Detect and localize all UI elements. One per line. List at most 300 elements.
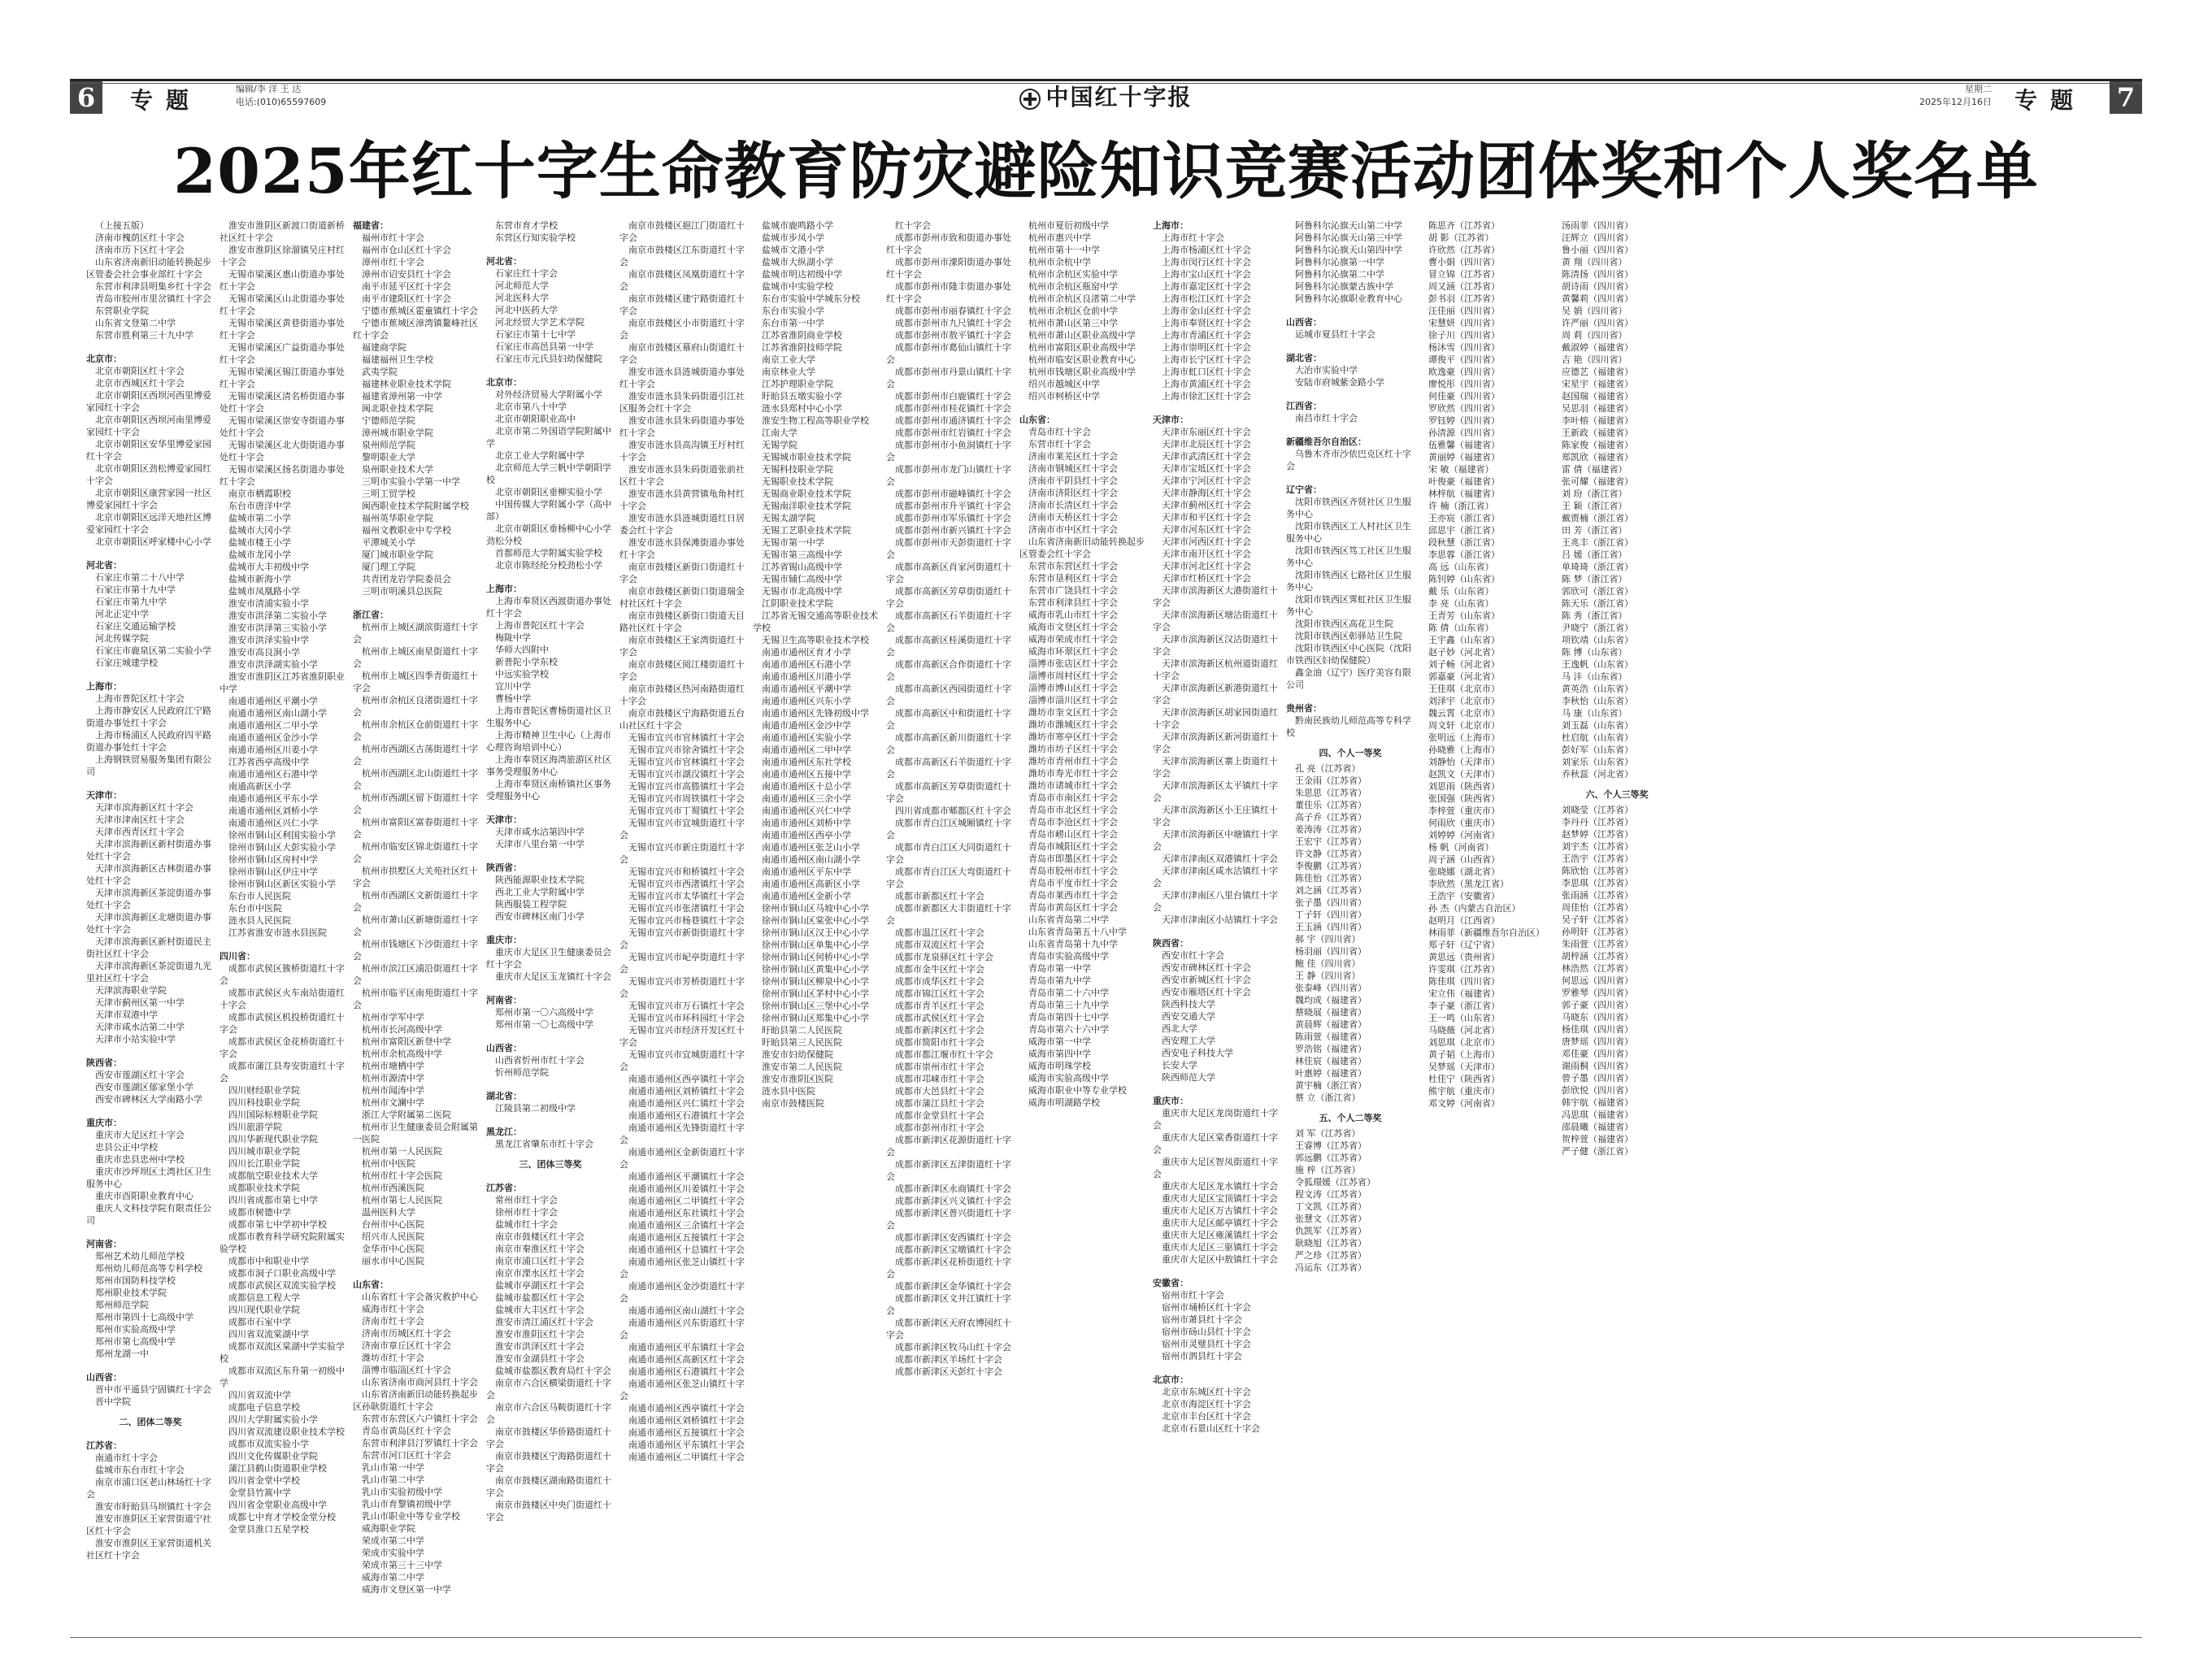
list-item: 中国传媒大学附属小学（高中部） [486, 499, 611, 522]
list-item: 盐城市东台市红十字会 [95, 1465, 185, 1475]
list-item: 石家庄城建学校 [95, 658, 158, 668]
list-item: 威海市第二中学 [362, 1572, 424, 1583]
list-item: 无锡市梁溪区惠山街道办事处红十字会 [219, 269, 345, 292]
list-item: 济南市章丘区红十字会 [362, 1340, 451, 1351]
list-item: 天津市津南区小站镇红十字会 [1162, 914, 1278, 925]
list-item: 宋 敏（福建省） [1428, 464, 1494, 475]
list-item: 徐州市铜山区新区实验小学 [228, 879, 336, 889]
province-heading: 山西省： [486, 1043, 522, 1053]
list-item: 徐州市铜山区三堡中心小学 [762, 1001, 869, 1011]
list-item: 上海市静安区人民政府江宁路街道办事处红十字会 [86, 706, 211, 728]
list-item: 四川现代职业学院 [228, 1305, 300, 1315]
list-item: 赵明月（江西省） [1428, 915, 1500, 926]
list-item: 赵梦婷（江苏省） [1562, 829, 1633, 840]
list-item: 华师大四附中 [495, 645, 549, 655]
list-item: 黄 翔（四川省） [1562, 257, 1627, 267]
list-item: 汤雨菲（四川省） [1562, 220, 1633, 231]
list-item: 刘玉磊（山东省） [1562, 720, 1633, 731]
list-item: 石家庄市第二十八中学 [95, 572, 185, 583]
list-item: 无锡市宜兴市张渚镇红十字会 [628, 903, 745, 914]
list-item: 潍坊市诸城市红十字会 [1028, 780, 1118, 791]
list-item: 沈阳市铁西区七路社区卫生服务中心 [1286, 570, 1411, 593]
list-item: 南京市浦口区红十字会 [495, 1256, 585, 1266]
list-item: 盐城市亭湖区红十字会 [495, 1280, 585, 1291]
list-item: 成都市双流区棠湖中学实验学校 [219, 1341, 345, 1364]
list-item: 成都市新津区天府农博园红十字会 [886, 1318, 1011, 1340]
list-item: 上海市奉贤区海湾旅游区社区事务受理服务中心 [486, 754, 611, 777]
list-item: 石家庄红十字会 [495, 268, 558, 279]
list-item: 金堂县竹篙中学 [228, 1487, 291, 1498]
list-item: 无锡市宜兴市官林镇红十字会 [628, 732, 745, 743]
list-item: 成都市彭州市九尺镇红十字会 [895, 318, 1011, 328]
list-item: 无锡市梁溪区扬名街道办事处红十字会 [219, 464, 345, 487]
list-item: 无锡城市职业技术学院 [762, 452, 851, 463]
list-item: 张子墨（四川省） [1295, 897, 1367, 908]
list-item: 成都七中育才学校金堂分校 [228, 1512, 336, 1522]
list-item: 武夷学院 [362, 367, 398, 377]
list-item: 成都市高新区石羊街道红十字会 [886, 610, 1011, 633]
list-item: 杭州市西湖区北山街道红十字会 [353, 768, 478, 791]
list-item: 杭州市上城区湖滨街道红十字会 [353, 622, 478, 645]
list-item: 金华市中心医院 [362, 1244, 424, 1254]
list-item: 成都市彭州市濛阳街道办事处红十字会 [886, 257, 1011, 280]
list-item: 成都市新津区安西镇红十字会 [895, 1232, 1011, 1243]
list-item: 成都市高新区芳草街街道红十字会 [886, 586, 1011, 609]
list-item: 潍坊市坊子区红十字会 [1028, 744, 1118, 754]
list-item: 南通市通州区金新街道红十字会 [619, 1147, 745, 1170]
list-item: 威海职业学院 [362, 1523, 415, 1534]
list-item: 杭州市萧山区职业高级中学 [1028, 330, 1136, 341]
list-item: 北京市丰台区红十字会 [1162, 1411, 1251, 1422]
list-item: 上海市虹口区红十字会 [1162, 367, 1251, 377]
list-item: 上海市奉贤区红十字会 [1162, 318, 1251, 328]
list-item: 成都市石室中学 [228, 1317, 291, 1327]
list-item: 天津市滨海新区寨上街道红十字会 [1153, 756, 1278, 779]
list-item: 东营市利津县汀罗镇红十字会 [362, 1438, 478, 1448]
list-item: 陈 秀（浙江省） [1562, 610, 1627, 621]
list-item: 吴梦瑶（天津市） [1428, 1062, 1500, 1072]
list-item: 南通市通州区刘桥小学 [228, 806, 318, 816]
list-item: 鲍 佳（四川省） [1295, 958, 1361, 969]
list-item: 南京市秦淮区红十字会 [495, 1244, 585, 1254]
province-heading: 上海市： [1153, 220, 1189, 231]
list-item: 天津市津南区红十字会 [95, 814, 185, 825]
list-item: 杭州市学军中学 [362, 1012, 424, 1023]
list-item: 宋慧妍（四川省） [1428, 318, 1500, 328]
list-item: 天津市滨海新区红十字会 [95, 802, 193, 813]
list-item: 南京市鼓楼区新街口街道红十字会 [619, 562, 745, 584]
list-item: 谢雨桐（四川省） [1562, 1061, 1633, 1071]
province-heading: 贵州省： [1286, 703, 1322, 714]
list-item: 成都市金牛区红十字会 [895, 964, 984, 975]
list-item: 青岛市市北区红十字会 [1028, 805, 1118, 815]
list-item: 东营市垦利区红十字会 [1028, 573, 1118, 584]
list-item: 淮安市淮阴区新渡口街道新桥社区红十字会 [219, 220, 345, 243]
list-item: 蒲江县鹤山街道职业学校 [228, 1463, 327, 1474]
list-item: 潍坊市寿光市红十字会 [1028, 768, 1118, 779]
list-item: 潍坊市奎文区红十字会 [1028, 707, 1118, 718]
list-item: 淮安市涟水县朱码街道办事处红十字会 [619, 415, 745, 438]
list-item: 吴子轩（江苏省） [1562, 914, 1633, 925]
list-item: 无锡市宜兴市杨巷镇红十字会 [628, 915, 745, 926]
list-item: 山东省青岛第二中学 [1028, 914, 1109, 925]
list-item: 淮安市洪泽区红十字会 [495, 1341, 585, 1352]
list-item: 天津市宁河区红十字会 [1162, 476, 1251, 486]
list-item: 济南市槐荫区红十字会 [95, 232, 185, 243]
list-item: 徐州市铜山区茅村中心小学 [762, 988, 869, 999]
list-item: 赵子妙（河北省） [1428, 647, 1500, 658]
list-item: 无锡南洋职业技术学院 [762, 501, 851, 511]
list-item: 天津市滨海新区新港街道红十字会 [1153, 683, 1278, 706]
list-item: 南通市通州区张芝山镇红十字会 [619, 1257, 745, 1279]
list-item: 淄博市周村区红十字会 [1028, 671, 1118, 681]
list-item: 王新政（福建省） [1562, 428, 1633, 438]
list-item: 青岛市第三十九中学 [1028, 1000, 1109, 1010]
list-item: 东台市唐洋中学 [228, 501, 291, 511]
list-item: 南京市鼓楼区阅江楼街道红十字会 [619, 659, 745, 682]
list-item: 陈欣怡（江苏省） [1562, 866, 1633, 876]
list-item: 南通市通州区兴仁镇红十字会 [628, 1098, 745, 1109]
list-item: 淮安市妇幼保健院 [762, 1049, 833, 1060]
list-item: 淄博市临淄区红十字会 [362, 1365, 451, 1375]
list-item: 刘晓莹（江苏省） [1562, 805, 1633, 815]
list-item: 四川旅游学院 [228, 1122, 282, 1132]
list-item: 成都市彭州市天彭街道红十字会 [886, 537, 1011, 560]
list-item: 天津市河北区红十字会 [1162, 561, 1251, 571]
list-item: 大冶市实验中学 [1295, 365, 1358, 376]
list-item: 南通市通州区川姜镇红十字会 [628, 1183, 745, 1194]
list-item: 天津市滨海新区太平镇红十字会 [1153, 780, 1278, 803]
list-item: 南京市鼓楼区幕府山街道红十字会 [619, 342, 745, 365]
list-item: 南通市通州区平东镇红十字会 [628, 1440, 745, 1450]
province-heading: 北京市： [1153, 1375, 1189, 1385]
list-item: 杨佳琪（四川省） [1562, 1024, 1633, 1035]
list-item: 成都市彭州市龙门山镇红十字会 [886, 464, 1011, 487]
list-item: 荣成市实验中学 [362, 1548, 424, 1558]
list-item: 北京市朝阳区呼家楼中心小学 [95, 536, 211, 547]
list-item: 王浩宇（江苏省） [1562, 853, 1633, 864]
list-item: 福建林业职业技术学院 [362, 379, 451, 389]
list-item: 马 康（山东省） [1562, 708, 1627, 719]
province-heading: 山西省： [86, 1372, 122, 1383]
list-item: 成都市彭州市军乐镇红十字会 [895, 513, 1011, 523]
list-item: 黄馨莉（四川省） [1562, 293, 1633, 304]
list-item: 盐城市文港小学 [762, 245, 824, 255]
list-item: 南平市延平区红十字会 [362, 281, 451, 292]
list-item: 东营市东营区六户镇红十字会 [362, 1414, 478, 1424]
list-item: 江南大学 [762, 428, 797, 438]
list-item: 王玉涵（四川省） [1295, 922, 1367, 932]
list-item: 王睿博（江苏省） [1295, 1140, 1367, 1151]
list-item: 徐州市铜山区郑集中心小学 [762, 1013, 869, 1023]
list-item: 张慧文（江苏省） [1295, 1214, 1367, 1224]
list-item: 张国强（陕西省） [1428, 793, 1500, 804]
list-item: 南京市鼓楼区江东街道红十字会 [619, 245, 745, 267]
list-item: 山东省济南新旧动能转换起步区管委会社会事业部红十字会 [86, 257, 211, 280]
list-item: 淮安市洪泽湖实验小学 [228, 659, 318, 670]
list-item: 杭州市第十一中学 [1028, 245, 1100, 255]
list-item: 绍兴市越城区中学 [1028, 379, 1100, 389]
list-item: 四川省双流建设职业技术学校 [228, 1427, 345, 1437]
list-item: 杭州市西溪医院 [362, 1183, 424, 1193]
list-item: 徐州市铜山区柳泉中心小学 [762, 976, 869, 987]
list-item: 青岛市胶州市红十字会 [1028, 866, 1118, 876]
list-item: 徐州市铜山区房村中学 [228, 854, 318, 865]
province-heading: 四川省： [219, 951, 255, 962]
list-item: 杭州市西湖区文新街道红十字会 [353, 890, 478, 913]
list-item: 河北传媒学院 [95, 633, 149, 644]
list-item: 上海市宝山区红十字会 [1162, 269, 1251, 280]
list-item: 北京市朝阳区西坝河西里博爱家园红十字会 [86, 390, 211, 413]
province-heading: 山西省： [1286, 317, 1322, 328]
list-item: 杭州市拱墅区大关苑社区红十字会 [353, 866, 478, 888]
list-item: 杭州市第一人民医院 [362, 1146, 442, 1157]
province-heading: 陕西省： [86, 1058, 122, 1068]
list-item: 淮安市涟水县朱码街道张前社区红十字会 [619, 464, 745, 487]
list-item: 罗钰婷（四川省） [1428, 415, 1500, 426]
list-item: 陈佳怡（江苏省） [1295, 873, 1367, 884]
list-item: 盐城市大冈小学 [228, 525, 291, 536]
list-item: 胡梓涵（江苏省） [1562, 951, 1633, 962]
province-heading: 辽宁省： [1286, 484, 1322, 495]
list-item: 徐州市铜山区棠张中心小学 [762, 915, 869, 926]
list-item: 山东省济南新旧动能转换起步区管委会红十字会 [1019, 536, 1145, 559]
list-item: 施 梓（江苏省） [1295, 1165, 1361, 1175]
list-item: 成都市新津区红十字会 [895, 1025, 984, 1036]
province-heading: 山东省： [353, 1279, 389, 1290]
list-item: 乳山市职业中等专业学校 [362, 1511, 460, 1522]
province-heading: 重庆市： [486, 935, 522, 945]
list-item: 南通市通州区二甲中学 [762, 745, 851, 755]
list-item: 南通市通州区五接中学 [762, 769, 851, 780]
list-item: 厦门城市职业学院 [362, 549, 433, 560]
province-heading: 天津市： [1153, 415, 1189, 425]
list-item: 天津市滨海新区胡家园街道红十字会 [1153, 707, 1278, 730]
list-item: 青岛市市南区红十字会 [1028, 793, 1118, 803]
text-column [1019, 219, 1148, 1642]
list-item: 邓文婷（河南省） [1428, 1098, 1500, 1109]
list-item: 济南市历下区红十字会 [95, 245, 185, 255]
list-item: 徐州市铜山区何桥中心小学 [762, 952, 869, 962]
list-item: 郑州龙湖一中 [95, 1348, 149, 1359]
list-item: 漳州市诏安县红十字会 [362, 269, 451, 280]
list-item: 成都市高新区肖家河街道红十字会 [886, 562, 1011, 584]
list-item: 冯思琪（福建省） [1562, 1110, 1633, 1120]
list-item: 成都市彭州市桂花镇红十字会 [895, 403, 1011, 414]
list-item: 王佳琪（北京市） [1428, 684, 1500, 694]
list-item: 宿州市萧县红十字会 [1162, 1314, 1242, 1325]
list-item: 南通市通州区石港镇红十字会 [628, 1366, 745, 1377]
list-item: 威海市乳山市红十字会 [1028, 610, 1118, 620]
list-item: 淮安市涟水县涟城街道红日居委会红十字会 [619, 513, 745, 536]
list-item: 南通市通州区石港小学 [762, 659, 851, 670]
list-item: 北京工业大学附属中学 [495, 450, 585, 461]
list-item: 欧逸豪（四川省） [1428, 367, 1500, 377]
list-item: 刘之涵（江苏省） [1295, 885, 1367, 896]
list-item: 南通市通州区西亭镇红十字会 [628, 1403, 745, 1414]
list-item: 唐梦瑶（四川省） [1562, 1036, 1633, 1047]
list-item: 陈 博（山东省） [1562, 647, 1627, 658]
list-item: 罗雅琴（四川省） [1562, 988, 1633, 998]
list-item: 成都市新津区花桥街道红十字会 [886, 1257, 1011, 1279]
list-item: 南京市鼓楼区新街口街道瑞金村社区红十字会 [619, 586, 745, 609]
list-item: 威海市明湖路学校 [1028, 1097, 1100, 1108]
list-item: 郑子轩（辽宁省） [1428, 940, 1500, 950]
list-item: 杭州市临安区锦北街道红十字会 [353, 841, 478, 864]
list-item: 威海市第一中学 [1028, 1036, 1091, 1047]
list-item: 天津市河西区红十字会 [1162, 536, 1251, 547]
list-item: 杭州市夏衍初级中学 [1028, 220, 1109, 231]
list-item: 杭州市西湖区古荡街道红十字会 [353, 744, 478, 767]
list-item: 北京市石景山区红十字会 [1162, 1423, 1260, 1434]
list-item: 淮安市涟水县朱码街道引江社区服务会红十字会 [619, 391, 745, 414]
list-item: 重庆市大足区龙水镇红十字会 [1162, 1181, 1278, 1192]
list-item: 天津市南开区红十字会 [1162, 549, 1251, 559]
province-heading: 浙江省： [353, 610, 389, 620]
list-item: 陕西服装工程学院 [495, 899, 567, 910]
list-item: 无锡科技职业学院 [762, 464, 833, 475]
list-item: 淮安市涟水县保滩街道办事处红十字会 [619, 537, 745, 560]
list-item: 盐城市盐都区红十字会 [495, 1292, 585, 1303]
list-item: 淮安市洪泽第二实验小学 [228, 610, 327, 621]
list-item: 上海市金山区红十字会 [1162, 306, 1251, 316]
list-item: 杭州市上城区四季青街道红十字会 [353, 671, 478, 693]
list-item: 成都市新津区普兴街道红十字会 [886, 1208, 1011, 1231]
list-item: 南通市通州区兴仁小学 [228, 818, 318, 828]
list-item: 四川国际标榜职业学院 [228, 1110, 318, 1120]
list-item: 成都市新津区宝墩镇红十字会 [895, 1244, 1011, 1255]
list-item: 杭州市惠兴中学 [1028, 232, 1091, 243]
list-item: 南京市鼓楼区中央门街道红十字会 [486, 1500, 611, 1522]
list-item: 杭州市中医院 [362, 1158, 415, 1169]
list-item: 淮安市清浦实验小学 [228, 598, 309, 609]
list-item: 刘思雨（陕西省） [1428, 781, 1500, 792]
list-item: 淮安生物工程高等职业学校 [762, 415, 869, 426]
list-item: 上海市崇明区红十字会 [1162, 342, 1251, 353]
list-item: 郑州艺术幼儿师范学校 [95, 1251, 185, 1262]
list-item: 阿鲁科尔沁旗天山第四中学 [1295, 245, 1402, 255]
list-item: 天津市河东区红十字会 [1162, 524, 1251, 535]
list-item: 姜涛涛（江苏省） [1295, 824, 1367, 835]
list-item: 成都市双流实验小学 [228, 1439, 309, 1449]
list-item: 冒立锦（江苏省） [1428, 269, 1500, 280]
list-item: 王逸帆（山东省） [1562, 659, 1633, 670]
list-item: 刘思琪（北京市） [1428, 1037, 1500, 1048]
list-item: 北京市朝阳区红十字会 [95, 366, 185, 376]
list-item: 北京市西城区红十字会 [95, 378, 185, 389]
list-item: 陈家俊（福建省） [1562, 440, 1633, 450]
list-item: 南昌市红十字会 [1295, 413, 1358, 423]
list-item: 四川大学附属实验小学 [228, 1414, 318, 1425]
list-item: 罗浩铭（福建省） [1295, 1044, 1367, 1054]
list-item: 林佳宸（福建省） [1295, 1056, 1367, 1066]
list-item: 梅陇中学 [495, 632, 531, 643]
list-item: 王 颖（浙江省） [1562, 501, 1627, 511]
text-column [486, 219, 615, 1642]
list-item: 青岛市莱西市红十字会 [1028, 890, 1118, 901]
list-item: 丽水市中心医院 [362, 1256, 424, 1266]
list-item: 陈清扬（四川省） [1562, 269, 1633, 280]
list-item: 郑州市第一〇七高级中学 [495, 1019, 593, 1030]
list-item: 宿州市泗县红十字会 [1162, 1351, 1242, 1362]
province-heading: 天津市： [486, 814, 522, 825]
list-item: 南通市通州区先锋初级中学 [762, 708, 869, 719]
list-item: 何佳豪（四川省） [1428, 391, 1500, 402]
list-item: 淮安市第二人民医院 [762, 1062, 842, 1072]
list-item: 王宇鑫（山东省） [1428, 635, 1500, 645]
list-item: 重庆市大足区邮亭镇红十字会 [1162, 1218, 1278, 1228]
list-item: 成都市彭州市致和街道办事处红十字会 [886, 232, 1011, 255]
list-item: 黄思远（贵州省） [1428, 952, 1500, 962]
list-item: 王金雨（江苏省） [1295, 775, 1367, 786]
list-item: 北京市朝阳区远洋天地社区博爱家园红十字会 [86, 512, 211, 535]
province-heading: 上海市： [86, 681, 122, 692]
list-item: 马晓东（四川省） [1562, 1012, 1633, 1023]
list-item: 济南市历城区红十字会 [362, 1328, 451, 1339]
list-item: 黄宇楠（浙江省） [1295, 1080, 1367, 1091]
list-item: 无锡市梁溪区北大街街道办事处红十字会 [219, 440, 345, 463]
list-item: 杭州市余杭区仓前街道红十字会 [353, 719, 478, 742]
list-item: 上海市红十字会 [1162, 232, 1224, 243]
list-item: 西安市碑林区大学南路小学 [95, 1094, 202, 1105]
list-item: 徐州市铜山区利国实验小学 [228, 830, 336, 840]
list-item: 成都市锦江区红十字会 [895, 988, 984, 999]
list-item: 杭州市塘栖中学 [362, 1061, 424, 1071]
list-item: 安陆市府城紫金路小学 [1295, 377, 1384, 388]
header-rule-thin [70, 83, 2142, 84]
list-item: 天津市滨海新区北塘街道办事处红十字会 [86, 912, 211, 935]
masthead-title: 中国红十字报 [1045, 84, 1193, 111]
list-item: 南通市通州区先锋街道红十字会 [619, 1123, 745, 1145]
list-item: 绍兴市柯桥区中学 [1028, 391, 1100, 402]
list-item: 成都市新津区兴义镇红十字会 [895, 1196, 1011, 1206]
list-item: 南通市通州区张芝山小学 [762, 842, 860, 853]
list-item: 郭嘉豪（河北省） [1428, 671, 1500, 682]
list-item: 四川省成都市郫都区红十字会 [895, 806, 1011, 816]
list-item: 成都市新津区花源街道红十字会 [886, 1135, 1011, 1157]
list-item: 王兆丰（浙江省） [1562, 537, 1633, 548]
list-item: 青岛市城阳区红十字会 [1028, 841, 1118, 852]
list-item: 周 莉（四川省） [1562, 330, 1627, 341]
list-item: 漳州市红十字会 [362, 257, 424, 267]
list-item: 青岛市李沧区红十字会 [1028, 817, 1118, 827]
list-item: 杭州市临平区南苑街道红十字会 [353, 988, 478, 1010]
list-item: 重庆市大足区雍溪镇红十字会 [1162, 1230, 1278, 1240]
list-item: 成都市彭州市白鹿镇红十字会 [895, 391, 1011, 402]
list-item: 南通市通州区西亭镇红十字会 [628, 1074, 745, 1084]
list-item: 李子豪（浙江省） [1428, 1001, 1500, 1011]
list-item: 石家庄市第九中学 [95, 597, 167, 607]
list-item: 重庆市大足区棠香街道红十字会 [1153, 1132, 1278, 1155]
list-item: 济南市莱芜区红十字会 [1028, 451, 1118, 462]
list-item: 南通市通州区金沙中学 [762, 720, 851, 731]
list-item: 成都市青白江区城厢镇红十字会 [886, 818, 1011, 840]
list-item: 上海市杨浦区人民政府四平路街道办事处红十字会 [86, 730, 211, 753]
list-item: 成都市高新区合作街道红十字会 [886, 659, 1011, 682]
list-item: 南通市通州区二甲镇红十字会 [628, 1452, 745, 1462]
list-item: 四川华新现代职业学院 [228, 1134, 318, 1144]
list-item: 江苏省淮阴商业学校 [762, 330, 842, 341]
list-item: 杭州市富阳区新登中学 [362, 1036, 451, 1047]
list-item: 沈阳市铁西区高花卫生院 [1295, 619, 1393, 629]
list-item: 无锡市宜兴市湖㳇镇红十字会 [628, 769, 745, 780]
list-item: 潍坊市潍城区红十字会 [1028, 719, 1118, 730]
list-item: 天津市武清区红十字会 [1162, 451, 1251, 462]
list-item: 南京林业大学 [762, 367, 815, 377]
list-item: 段秋慧（浙江省） [1428, 537, 1500, 548]
list-item: 高子乔（江苏省） [1295, 812, 1367, 823]
list-item: 南通市通州区高新区小学 [762, 879, 860, 889]
